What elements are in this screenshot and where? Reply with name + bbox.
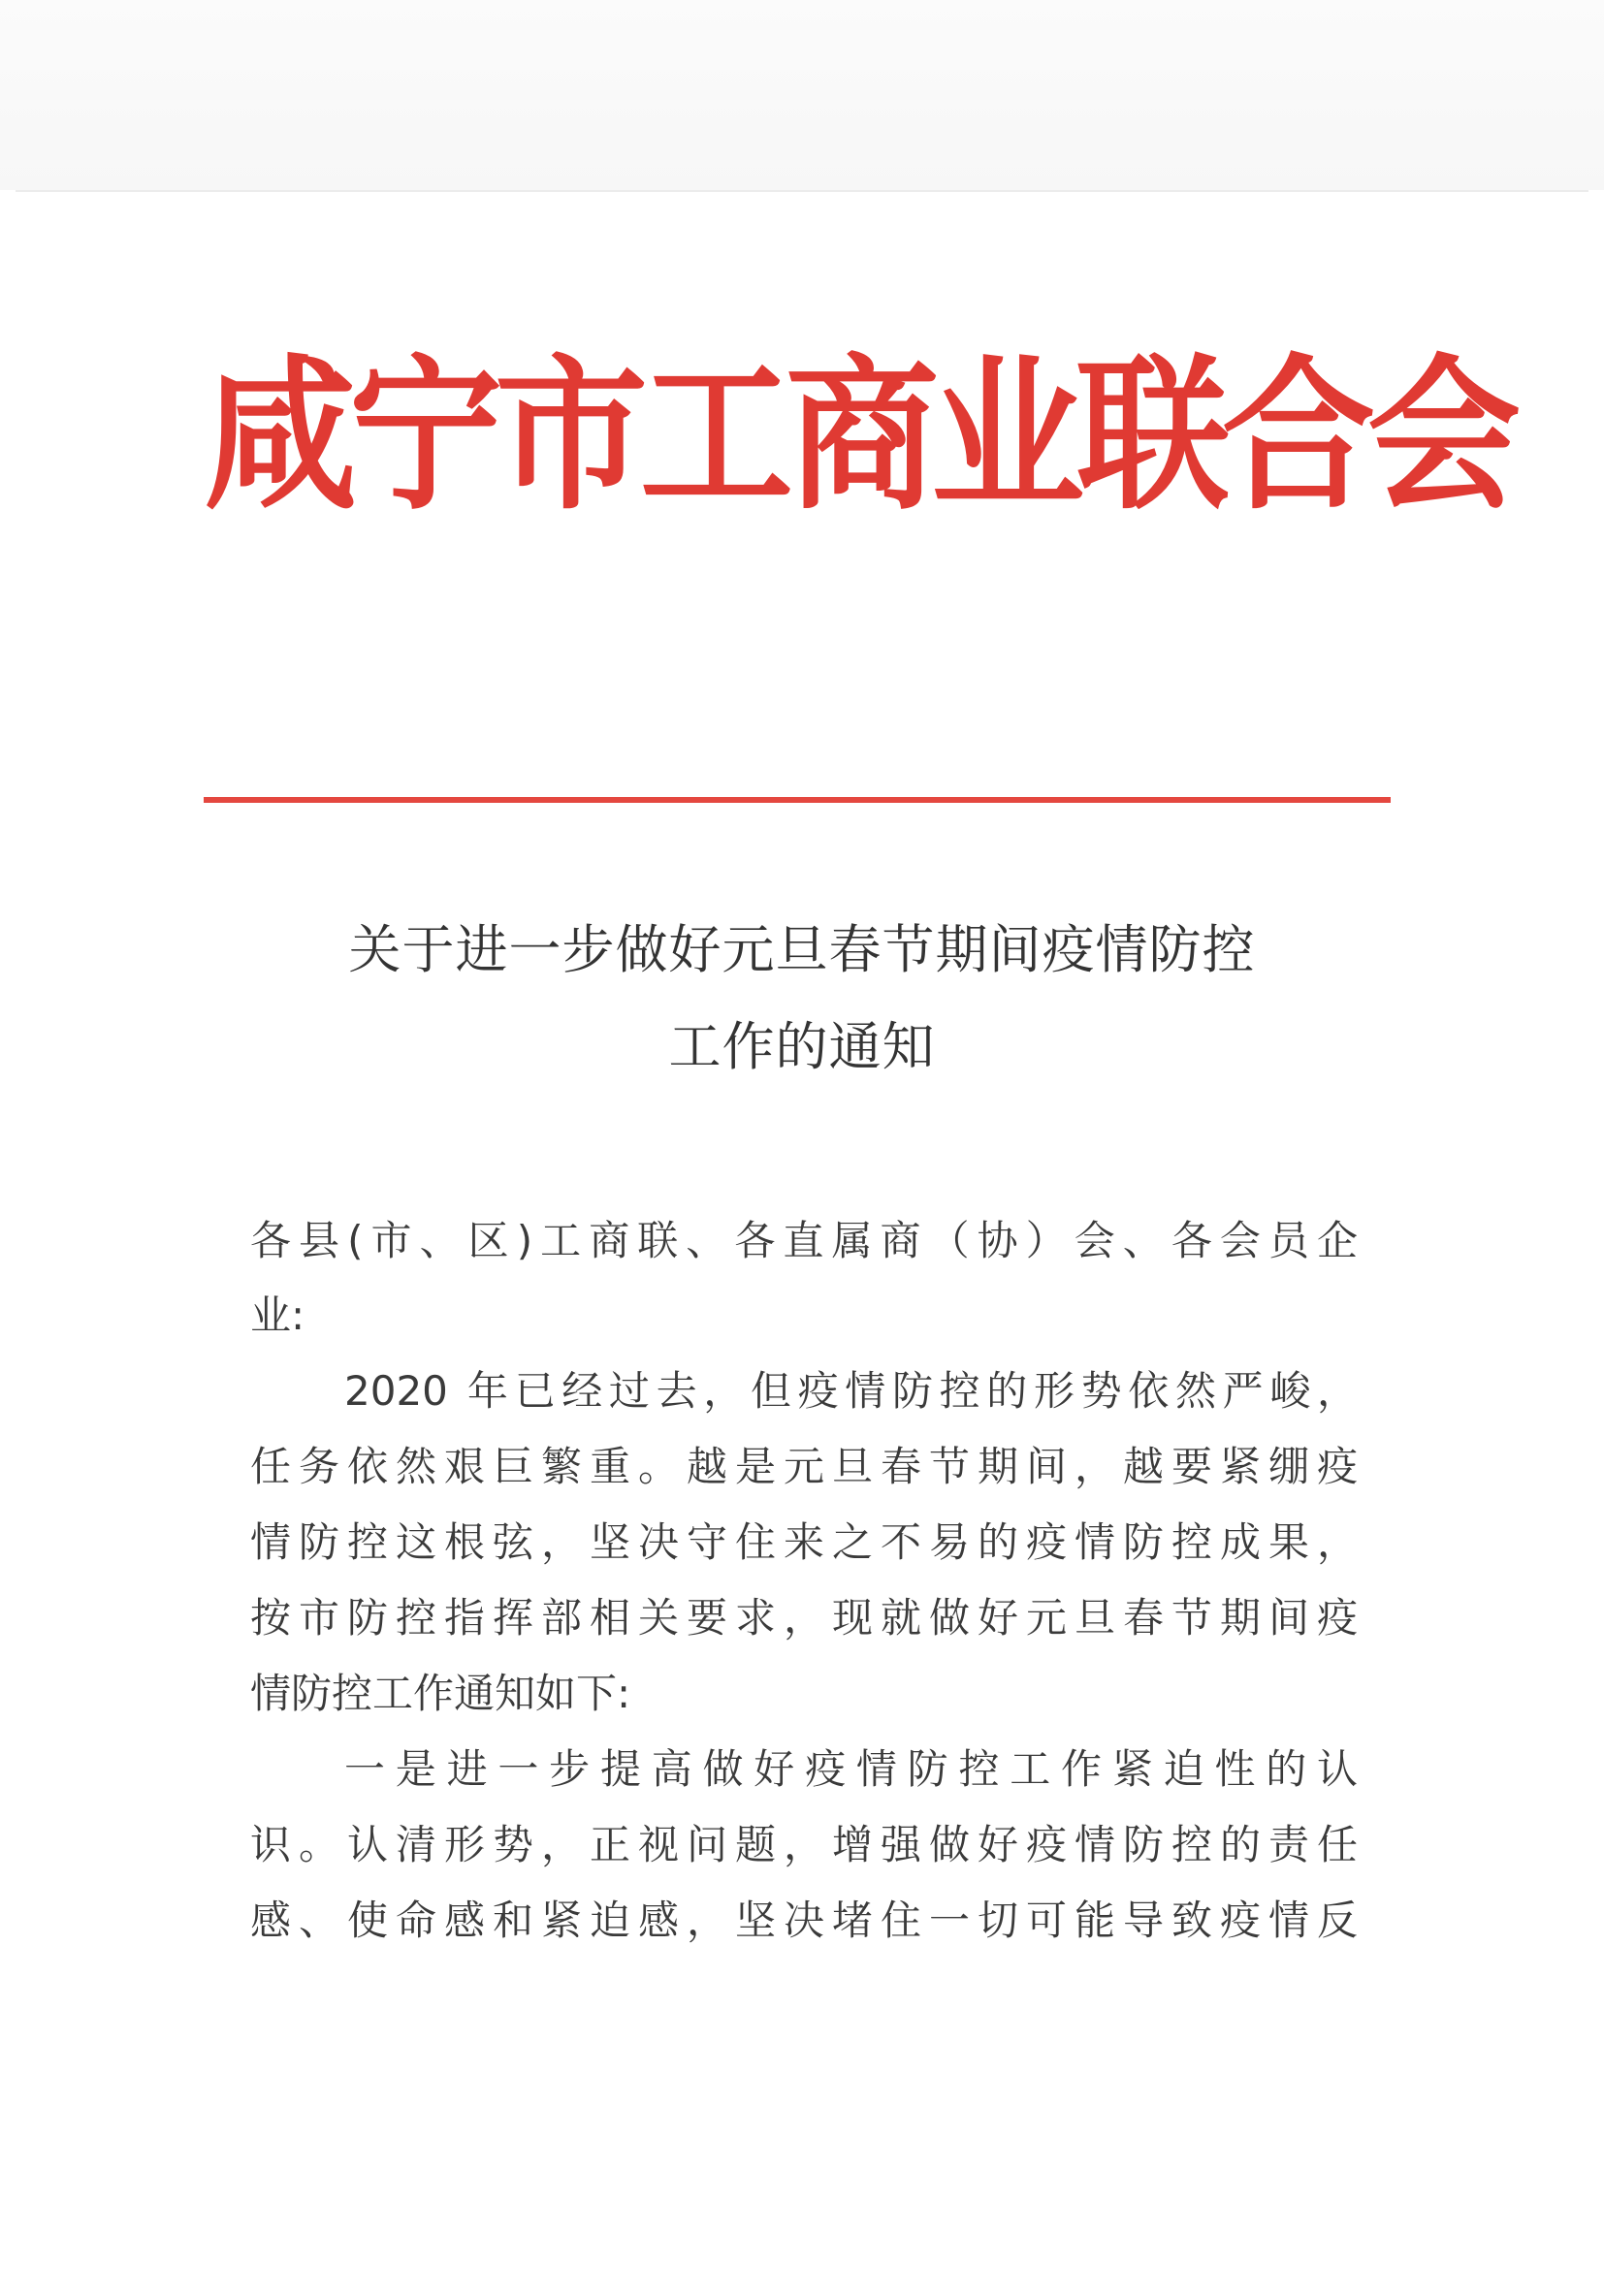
body-line-4: 任务依然艰巨繁重。越是元旦春节期间，越要紧绷疫 [250,1443,1358,1490]
body-line-6: 按市防控指挥部相关要求，现就做好元旦春节期间疫 [250,1594,1358,1642]
letterhead-red-rule [204,797,1391,803]
body-line-9: 识。认清形势，正视问题，增强做好疫情防控的责任 [250,1821,1358,1868]
body-line-3: 2020 年已经过去，但疫情防控的形势依然严峻， [344,1367,1358,1415]
document-title-line-1: 关于进一步做好元旦春节期间疫情防控 [348,919,1256,980]
body-line-2: 业: [250,1292,305,1339]
document-title-line-2: 工作的通知 [668,1016,936,1077]
body-line-8: 一是进一步提高做好疫情防控工作紧迫性的认 [344,1745,1358,1793]
body-line-10: 感、使命感和紧迫感，坚决堵住一切可能导致疫情反 [250,1897,1358,1944]
body-line-5: 情防控这根弦，坚决守住来之不易的疫情防控成果， [250,1518,1358,1566]
body-line-7: 情防控工作通知如下: [250,1670,631,1717]
body-line-1: 各县(市、区)工商联、各直属商（协）会、各会员企 [250,1217,1358,1264]
letterhead-org-name: 咸宁市工商业联合会 [204,338,1513,533]
